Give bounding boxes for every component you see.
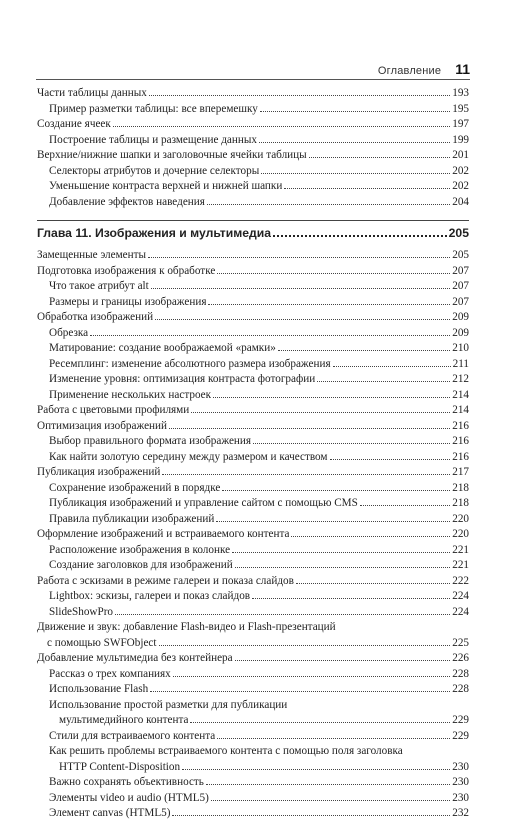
toc-entry-title: Верхние/нижние шапки и заголовочные ячейки таблицы <box>37 149 307 161</box>
toc-entry <box>37 403 469 419</box>
toc-page-number: 202 <box>452 164 469 177</box>
dot-leader <box>232 552 450 553</box>
toc-entry-continuation <box>37 636 469 652</box>
dot-leader <box>291 536 450 537</box>
dot-leader <box>151 288 450 289</box>
dot-leader <box>360 505 450 506</box>
toc-page-number: 211 <box>452 357 469 370</box>
toc-entry <box>49 775 469 791</box>
dot-leader <box>190 722 450 723</box>
toc-page-number: 226 <box>452 652 469 664</box>
running-header <box>36 55 470 80</box>
toc-entry-title: Стили для встраиваемого контента <box>49 729 216 742</box>
toc-entry-title: Использование Flash <box>49 683 149 695</box>
dot-leader <box>252 598 450 599</box>
toc-entry <box>37 264 469 280</box>
toc-entry-title: Глава 11. Изображения и мультимедиа <box>37 226 272 240</box>
running-header-title: Оглавление <box>377 65 442 77</box>
toc-page-number: 218 <box>452 481 469 494</box>
page-number: 11 <box>455 61 470 77</box>
toc-entry-title: Публикация изображений <box>37 466 161 478</box>
toc-entry-title: Уменьшение контраста верхней и нижней шапки <box>49 180 283 192</box>
toc-entry <box>49 605 469 621</box>
toc-entry <box>49 806 469 822</box>
toc-entry-title: Оптимизация изображений <box>37 419 168 432</box>
toc-entry-title: Движение и звук: добавление Flash-видео и Flash-презентаций <box>37 621 336 633</box>
toc-entry <box>49 341 469 357</box>
dot-leader <box>273 235 447 237</box>
dot-leader <box>259 142 450 143</box>
toc-entry-title-cont: мультимедийного контента <box>59 714 189 726</box>
toc-entry-title: Правила публикации изображений <box>49 512 215 525</box>
toc-entry-title: Обрезка <box>49 326 89 339</box>
toc-page-number: 207 <box>452 264 469 277</box>
dot-leader <box>149 95 450 96</box>
toc-page-number: 220 <box>452 528 469 540</box>
toc-entry-title: Работа с эскизами в режиме галереи и показа слайдов <box>37 574 294 587</box>
dot-leader <box>284 188 450 189</box>
toc-page-number: 210 <box>452 342 469 354</box>
dot-leader <box>162 474 450 475</box>
toc-page-number: 216 <box>452 419 469 432</box>
dot-leader <box>278 350 450 351</box>
toc-page-number: 232 <box>452 807 469 819</box>
toc-entry <box>49 295 469 311</box>
toc-entry-title: Добавление мультимедиа без контейнера <box>37 652 233 664</box>
toc-entry <box>37 86 469 102</box>
toc-page-number: 230 <box>452 760 469 773</box>
toc-entry-title: Публикация изображений и управление сайтом с помощью CMS <box>49 497 358 509</box>
toc-page-number: 195 <box>452 102 469 115</box>
toc-entry-continuation <box>49 713 469 729</box>
dot-leader <box>173 676 450 677</box>
toc-entry <box>49 102 469 118</box>
dot-leader <box>148 257 450 258</box>
toc-entry-title: Как решить проблемы встраиваемого контента с помощью поля заголовка <box>49 745 403 757</box>
toc-page-number: 209 <box>452 311 469 323</box>
toc-entry-title: Части таблицы данных <box>37 87 147 99</box>
toc-page-number: 229 <box>452 729 469 742</box>
toc-entry <box>49 667 469 683</box>
dot-leader <box>155 319 450 320</box>
toc-entry <box>37 574 469 590</box>
toc-entry <box>37 651 469 667</box>
toc-entry <box>49 729 469 745</box>
toc-page-number: 214 <box>452 388 469 401</box>
toc-entry-title: Размеры и границы изображения <box>49 295 207 308</box>
toc-entry-title: Выбор правильного формата изображения <box>49 435 252 447</box>
toc-entry <box>37 117 469 133</box>
dot-leader <box>182 769 450 770</box>
toc-page-number: 218 <box>452 497 469 509</box>
toc-entry-title: Использование простой разметки для публикации <box>49 698 288 711</box>
toc-chapter-entry <box>37 220 469 241</box>
dot-leader <box>261 173 450 174</box>
toc-entry-title: Работа с цветовыми профилями <box>37 404 190 416</box>
toc-entry-title-cont: HTTP Content-Disposition <box>59 760 181 773</box>
toc-entry-title: Создание ячеек <box>37 118 111 130</box>
toc-page-number: 193 <box>452 87 469 99</box>
toc-entry <box>49 791 469 807</box>
toc-entry-title: Изменение уровня: оптимизация контраста фотографии <box>49 373 316 385</box>
toc-page-number: 230 <box>452 776 469 788</box>
toc-page-number: 221 <box>452 559 469 571</box>
toc-entry <box>49 682 469 698</box>
dot-leader <box>296 583 450 584</box>
toc-page-number: 212 <box>452 373 469 385</box>
dot-leader <box>235 567 451 568</box>
toc-page-number: 216 <box>452 435 469 447</box>
toc-entry <box>49 434 469 450</box>
toc-entry-title: Элемент canvas (HTML5) <box>49 807 171 819</box>
toc-page-number: 204 <box>452 195 469 208</box>
dot-leader <box>333 366 451 367</box>
dot-leader <box>169 428 450 429</box>
toc-entry-title: Важно сохранять объективность <box>49 776 204 788</box>
toc-entry <box>49 279 469 295</box>
toc-entry-title: Создание заголовков для изображений <box>49 559 233 571</box>
dot-leader <box>235 660 451 661</box>
toc-entry <box>49 481 469 497</box>
toc-entry <box>37 465 469 481</box>
toc-entry <box>49 388 469 404</box>
dot-leader <box>216 521 450 522</box>
toc-entry-title: Как найти золотую середину между размером и качеством <box>49 450 328 463</box>
toc-page-number: 221 <box>452 543 469 556</box>
toc-page-number: 214 <box>452 404 469 416</box>
toc-page-number: 202 <box>452 180 469 192</box>
toc-page-number: 205 <box>448 226 469 240</box>
toc-entry-title: SlideShowPro <box>49 605 114 618</box>
dot-leader <box>191 412 450 413</box>
toc-page-number: 225 <box>452 636 469 649</box>
toc-entry <box>37 310 469 326</box>
toc-entry <box>49 589 469 605</box>
toc-entry-title: Расположение изображения в колонке <box>49 543 231 556</box>
toc-entry <box>49 558 469 574</box>
toc-entry-title: Замещенные элементы <box>37 249 147 261</box>
toc-entry-title: Селекторы атрибутов и дочерние селекторы <box>49 164 260 177</box>
toc-entry <box>37 419 469 435</box>
dot-leader <box>222 490 450 491</box>
toc-page-number: 201 <box>452 149 469 161</box>
dot-leader <box>253 443 450 444</box>
toc-entry-title: Пример разметки таблицы: все вперемешку <box>49 102 258 115</box>
toc-entry <box>37 148 469 164</box>
toc-entry-title: Lightbox: эскизы, галереи и показ слайдов <box>49 590 251 602</box>
dot-leader <box>208 304 450 305</box>
toc-entry-title: Рассказ о трех компаниях <box>49 667 171 680</box>
toc-entry <box>49 744 469 775</box>
dot-leader <box>159 645 451 646</box>
toc-entry-title: Матирование: создание воображаемой «рамки» <box>49 342 276 354</box>
toc-entry <box>37 248 469 264</box>
toc-entry <box>49 133 469 149</box>
toc-entry <box>49 357 469 373</box>
toc-page-number: 222 <box>452 574 469 587</box>
dot-leader <box>317 381 450 382</box>
dot-leader <box>217 738 450 739</box>
toc-entry <box>37 620 469 651</box>
toc-page-number: 230 <box>452 791 469 804</box>
dot-leader <box>172 815 450 816</box>
dot-leader <box>213 397 450 398</box>
toc-entry-title: Что такое атрибут alt <box>49 280 149 292</box>
toc-entry <box>49 496 469 512</box>
dot-leader <box>113 126 450 127</box>
toc-page-number: 199 <box>452 133 469 146</box>
toc-entry <box>49 512 469 528</box>
toc-page-number: 228 <box>452 683 469 695</box>
toc-entry <box>49 372 469 388</box>
toc-entry-title: Элементы video и audio (HTML5) <box>49 791 209 804</box>
toc-entry-title: Применение нескольких настроек <box>49 388 212 401</box>
dot-leader <box>206 784 450 785</box>
toc-page-number: 209 <box>452 326 469 339</box>
toc-entry-title: Подготовка изображения к обработке <box>37 264 216 277</box>
toc-entry <box>49 195 469 211</box>
toc-entry <box>49 179 469 195</box>
toc-entry-title-cont: с помощью SWFObject <box>47 636 157 649</box>
toc-page-number: 228 <box>452 667 469 680</box>
dot-leader <box>309 157 451 158</box>
toc-entry-title: Ресемплинг: изменение абсолютного размера изображения <box>49 357 331 370</box>
dot-leader <box>330 459 451 460</box>
toc-entry <box>49 450 469 466</box>
dot-leader <box>260 111 450 112</box>
toc-entry-title: Оформление изображений и встраиваемого контента <box>37 528 290 540</box>
toc-page-number: 197 <box>452 118 469 130</box>
dot-leader <box>207 204 450 205</box>
toc-page-number: 216 <box>452 450 469 463</box>
toc-page-number: 224 <box>452 605 469 618</box>
toc-page-number: 205 <box>452 249 469 261</box>
toc-entry <box>49 543 469 559</box>
toc-page-number: 207 <box>452 280 469 292</box>
toc-page-number: 229 <box>452 714 469 726</box>
toc-entry-title: Обработка изображений <box>37 311 154 323</box>
toc-entry-title: Построение таблицы и размещение данных <box>49 133 257 146</box>
toc-entry <box>49 698 469 729</box>
toc-entry <box>49 326 469 342</box>
toc-entry <box>49 164 469 180</box>
toc-page-number: 207 <box>452 295 469 308</box>
dot-leader <box>217 273 450 274</box>
table-of-contents <box>37 86 469 822</box>
dot-leader <box>115 614 450 615</box>
dot-leader <box>90 335 450 336</box>
toc-page-number: 224 <box>452 590 469 602</box>
toc-page-number: 217 <box>452 466 469 478</box>
toc-entry-continuation <box>49 760 469 776</box>
dot-leader <box>150 691 450 692</box>
toc-page-number: 220 <box>452 512 469 525</box>
toc-entry <box>37 527 469 543</box>
toc-entry-title: Добавление эффектов наведения <box>49 195 205 208</box>
toc-entry-title: Сохранение изображений в порядке <box>49 481 221 494</box>
